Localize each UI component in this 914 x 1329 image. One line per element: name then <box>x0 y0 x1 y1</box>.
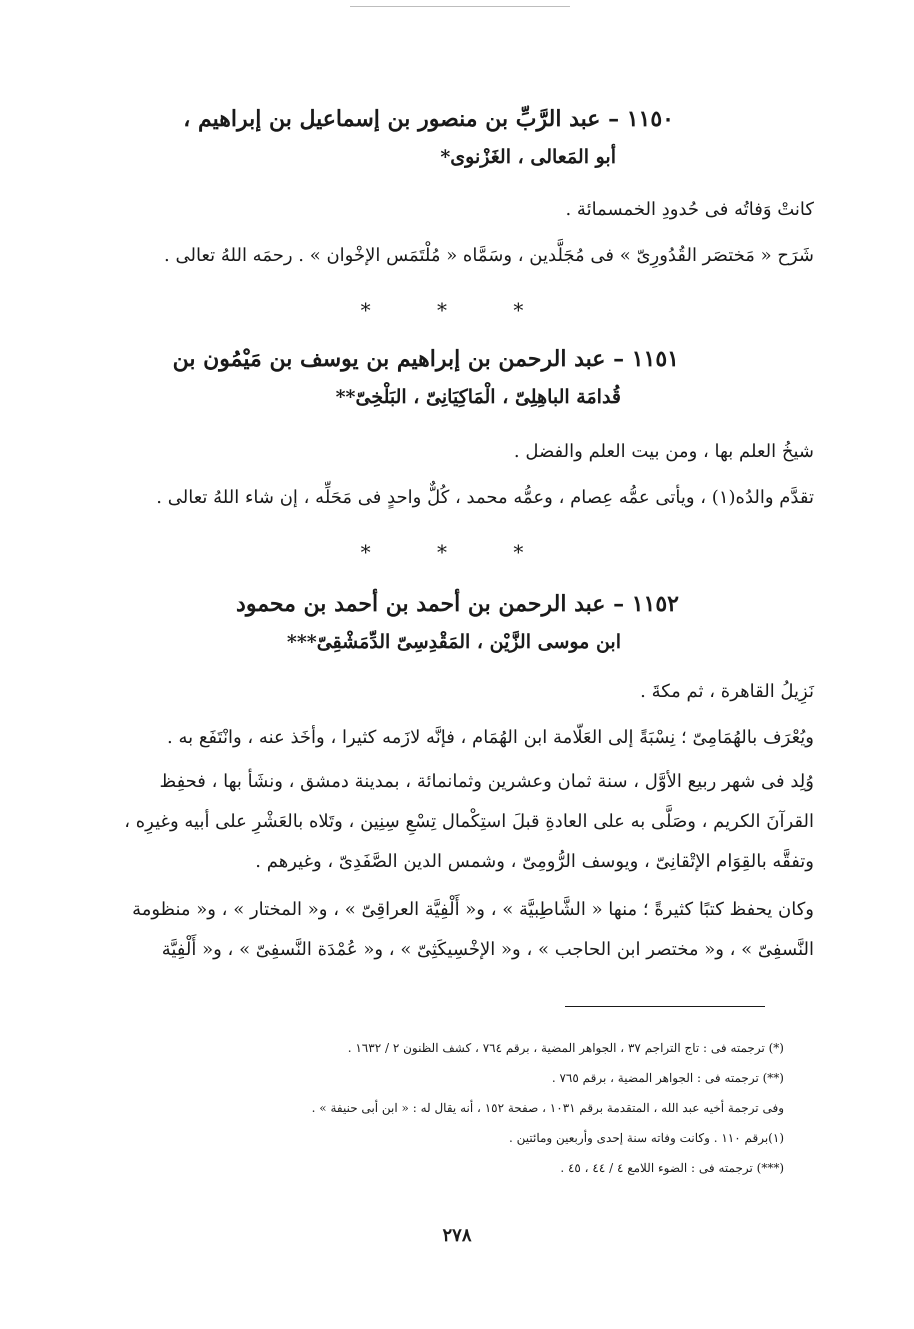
entry-1152-paragraph-1: نَزِيلُ القاهرة ، ثم مكةَ . <box>640 681 814 702</box>
entry-title-line2: ابن موسى الزَّيْن ، المَقْدِسِىّ الدِّمَشْقِىّ*** <box>286 631 621 653</box>
entry-title-line2: أبو المَعالى ، الغَزْنوى* <box>440 146 616 168</box>
entry-1151-paragraph-1: شيخُ العلم بها ، ومن بيت العلم والفضل . <box>513 441 814 462</box>
entry-1150-paragraph-1: كانتْ وَفاتُه فى حُدودِ الخمسمائة . <box>565 199 814 220</box>
entry-1152-paragraph-3: وُلِد فى شهر ربيع الأوَّل ، سنة ثمان وعشرين وثمانمائة ، بمدينة دمشق ، ونشَأ بها ، فحفِظ القرآنَ الكريم ، وصَلَّى به على العادةِ قبلَ استِكْمال تِسْعِ سِنِين ، وتَلاه بالعَشْرِ على أبيه وغيرِه ، وتفقَّه بالقِوَام الإتْقانِىّ ، ويوسف الرُّومِىّ ، وشمس الدين الصَّفَدِىّ ، وغيرهم . <box>124 771 814 872</box>
entry-1151-paragraph-2: تقدَّم والدُه(١) ، ويأتى عمُّه عِصام ، وعمُّه محمد ، كُلٌّ واحدٍ فى مَحَلِّه ، إن شاء اللهُ تعالى . <box>156 487 814 508</box>
entry-1152-paragraph-4: وكان يحفظ كتبًا كثيرةً ؛ منها « الشَّاطِبيَّة » ، و« أَلْفِيَّة العراقِىّ » ، و« المختار » ، و« منظومة النَّسفِىّ » ، و« مختصر ابن الحاجب » ، و« الإخْسِيكَثِىّ » ، و« عُمْدَة النَّسفِىّ » ، و« أَلْفِيَّة <box>132 899 814 960</box>
footnote-5: (***) ترجمته فى : الضوء اللامع ٤ / ٤٤ ، ٤٥ . <box>560 1161 784 1175</box>
footnote-3: وفى ترجمة أخيه عبد الله ، المتقدمة برقم ١٠٣١ ، صفحة ١٥٢ ، أنه يقال له : « ابن أبى حنيفة » . <box>311 1101 784 1115</box>
entry-1151-heading <box>79 340 679 416</box>
entry-title-line1: ١١٥١ – عبد الرحمن بن إبراهيم بن يوسف بن مَيْمُون بن <box>172 346 679 372</box>
footnote-4: (١)برقم ١١٠ . وكانت وفاته سنة إحدى وأربعين ومائتين . <box>508 1131 784 1145</box>
section-separator: * * * <box>360 298 554 322</box>
entry-title-line1: ١١٥٠ – عبد الرَّبِّ بن منصور بن إسماعيل بن إبراهيم ، <box>183 106 674 132</box>
entry-1150-paragraph-2: شَرَح « مَختصَر القُدُورِىّ » فى مُجَلَّدين ، وسَمَّاه « مُلْتَمَس الإخْوان » . رحمَه اللهُ تعالى . <box>164 245 814 266</box>
section-separator: * * * <box>360 540 554 564</box>
footnote-2: (**) ترجمته فى : الجواهر المضية ، برقم ٧٦٥ . <box>551 1071 784 1085</box>
entry-1152-heading <box>79 585 679 661</box>
entry-1152-paragraph-2: ويُعْرَف بالهُمَامِىّ ؛ نِسْبَةً إلى العَلّامة ابن الهُمَام ، فإنَّه لازَمه كثيرا ، وأخَذ عنه ، وانْتَفَع به . <box>167 727 814 748</box>
top-rule <box>350 6 570 7</box>
footnote-rule <box>565 1006 765 1007</box>
entry-title-line1: ١١٥٢ – عبد الرحمن بن أحمد بن أحمد بن محمود <box>236 591 679 617</box>
entry-title-line2: قُدامَة الباهِلِىّ ، الْمَاكِيَانِىّ ، البَلْخِىّ** <box>335 386 621 408</box>
footnote-1: (*) ترجمته فى : تاج التراجم ٣٧ ، الجواهر المضية ، برقم ٧٦٤ ، كشف الظنون ٢ / ١٦٣٢ . <box>347 1041 784 1055</box>
page-number: ٢٧٨ <box>442 1225 472 1246</box>
entry-1150-heading <box>74 100 674 176</box>
